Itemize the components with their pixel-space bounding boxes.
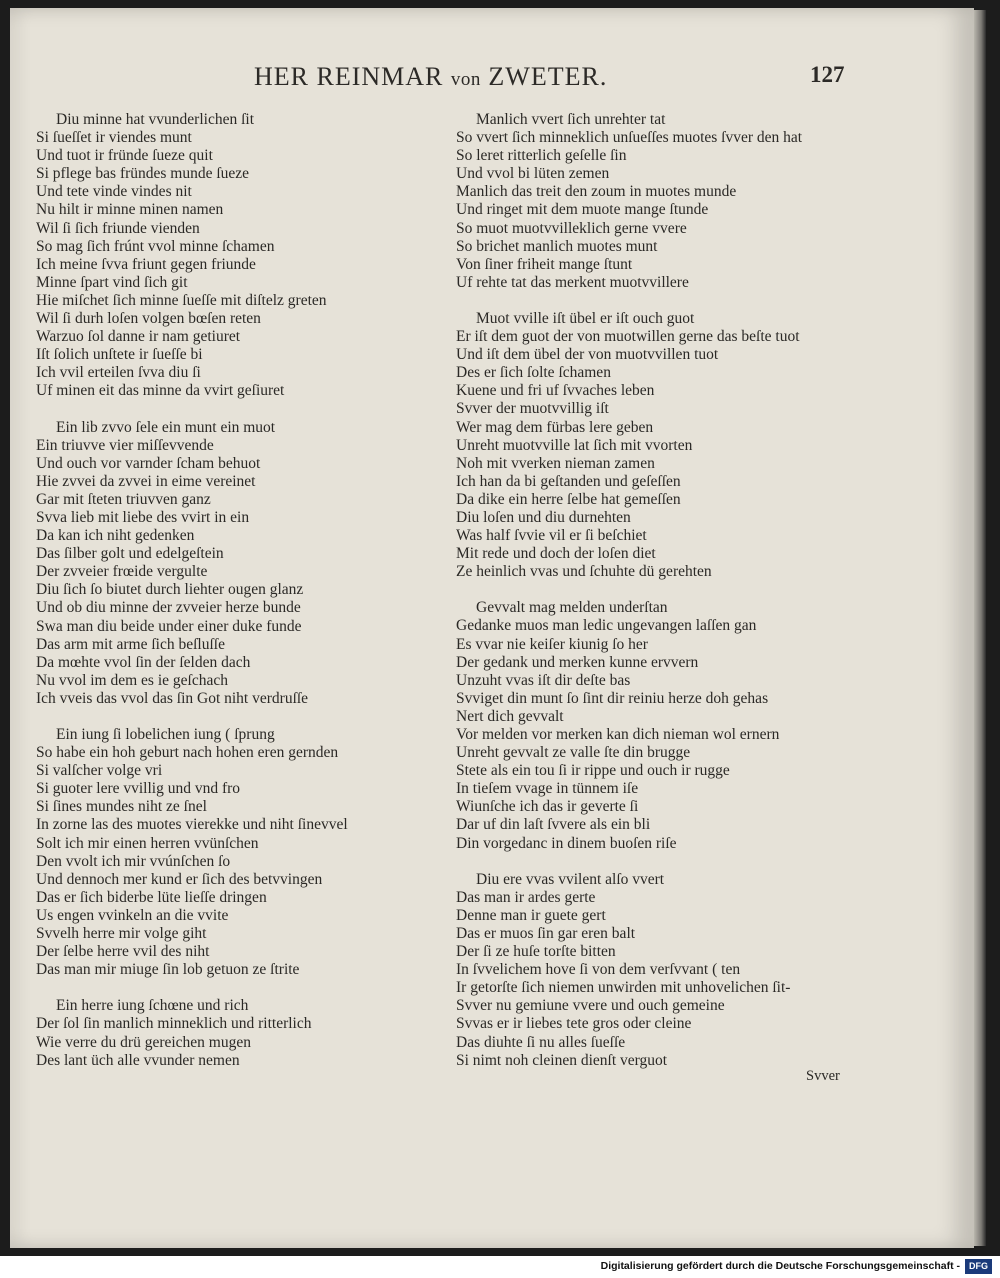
verse-line: Nu hilt ir minne minen namen — [36, 201, 224, 219]
verse-line: Ein herre iung ſchœne und rich — [56, 997, 249, 1015]
verse-line: Und tete vinde vindes nit — [36, 183, 192, 201]
verse-line: Kuene und fri uf ſvvaches leben — [456, 382, 655, 400]
stanza — [456, 310, 866, 581]
title-part-3: ZWETER. — [480, 62, 608, 91]
verse-line: Manlich das treit den zoum in muotes munde — [456, 183, 737, 201]
verse-line: Us engen vvinkeln an die vvite — [36, 906, 229, 924]
verse-line: Und ob diu minne der zvveier herze bunde — [36, 599, 301, 617]
verse-line: Ich meine ſvva friunt gegen friunde — [36, 255, 256, 273]
verse-line: Der gedank und merken kunne ervvern — [456, 653, 699, 671]
verse-line: Ich vveis das vvol das ſin Got niht verdruſſe — [36, 689, 309, 707]
verse-line: Ein triuvve vier miſſevvende — [36, 436, 214, 454]
verse-line: Si guoter lere vvillig und vnd fro — [36, 780, 241, 798]
verse-line: Gedanke muos man ledic ungevangen laſſen gan — [456, 617, 757, 635]
stanza-gap — [36, 708, 456, 726]
catchword: Svver — [806, 1068, 840, 1084]
verse-line: Hie zvvei da zvvei in eime vereinet — [36, 472, 256, 490]
verse-line: Nu vvol im dem es ie geſchach — [36, 671, 228, 689]
verse-line: Ich vvil erteilen ſvva diu ſi — [36, 364, 201, 382]
verse-line: So muot muotvvilleklich gerne vvere — [456, 219, 687, 237]
footer-text: Digitalisierung gefördert durch die Deutsche Forschungsgemeinschaft - — [600, 1260, 960, 1272]
verse-line: Si nimt noh cleinen dienſt verguot — [456, 1051, 668, 1069]
verse-line: Diu minne hat vvunderlichen ſit — [56, 111, 255, 128]
verse-line: Nert dich gevvalt — [456, 707, 564, 725]
verse-line: Si valſcher volge vri — [36, 762, 163, 780]
running-title — [254, 62, 607, 92]
verse-line: Gevvalt mag melden underſtan — [476, 599, 668, 617]
verse-line: Dar uf din laſt ſvvere als ein bli — [456, 816, 651, 834]
verse-line: Da mœhte vvol ſin der ſelden dach — [36, 653, 251, 671]
verse-line: Uf minen eit das minne da vvirt geſiuret — [36, 382, 285, 400]
verse-line: Er iſt dem guot der von muotwillen gerne das beſte tuot — [456, 328, 800, 346]
verse-line: Swa man diu beide under einer duke funde — [36, 617, 302, 635]
verse-line: Diu ſich ſo biutet durch liehter ougen glanz — [36, 581, 304, 599]
verse-line: Hie miſchet ſich minne ſueſſe mit diſtelz greten — [36, 291, 327, 309]
page-edge — [974, 10, 986, 1246]
verse-line: Und ouch vor varnder ſcham behuot — [36, 454, 261, 472]
title-part-1: HER REINMAR — [254, 62, 451, 91]
book-page — [10, 8, 974, 1248]
title-part-2: von — [450, 69, 481, 90]
verse-line: Din vorgedanc in dinem buoſen riſe — [456, 834, 677, 852]
page-number: 127 — [810, 62, 845, 87]
verse-line: Da kan ich niht gedenken — [36, 527, 195, 545]
verse-line: Wil ſi durh loſen volgen bœſen reten — [36, 310, 261, 328]
verse-line: Minne ſpart vind ſich git — [36, 273, 188, 291]
verse-line: Der ſol ſin manlich minneklich und ritterlich — [36, 1015, 312, 1033]
verse-line: Der ſelbe herre vvil des niht — [36, 943, 210, 961]
verse-line: Der zvveier frœide vergulte — [36, 563, 208, 581]
stanza — [36, 111, 456, 401]
verse-line: Svvelh herre mir volge giht — [36, 925, 207, 943]
verse-line: In ſvvelichem hove ſi von dem verſvvant ( ten — [456, 961, 741, 979]
verse-line: Wie verre du drü gereichen mugen — [36, 1033, 251, 1051]
verse-line: Was half ſvvie vil er ſi beſchiet — [456, 527, 647, 545]
verse-line: So brichet manlich muotes munt — [456, 237, 658, 255]
verse-line: Si ſueſſet ir viendes munt — [36, 129, 192, 147]
stanza — [36, 419, 456, 709]
verse-line: Ein lib zvvo ſele ein munt ein muot — [56, 418, 276, 436]
verse-line: Das er muos ſin gar eren balt — [456, 924, 636, 942]
verse-line: Stete als ein tou ſi ir rippe und ouch ir rugge — [456, 762, 730, 780]
verse-line: Ir getorſte ſich niemen unwirden mit unhovelichen ſit- — [456, 979, 791, 997]
verse-line: Des lant üch alle vvunder nemen — [36, 1051, 240, 1069]
verse-line: Svver nu gemiune vvere und ouch gemeine — [456, 997, 725, 1015]
footer-bar — [0, 1256, 1000, 1278]
verse-line: So mag ſich frúnt vvol minne ſchamen — [36, 237, 275, 255]
verse-line: Si ſines mundes niht ze ſnel — [36, 798, 207, 816]
stanza — [456, 871, 866, 1070]
verse-line: Svvas er ir liebes tete gros oder cleine — [456, 1015, 692, 1033]
stanza-gap — [36, 979, 456, 997]
verse-line: Und dennoch mer kund er ſich des betvvingen — [36, 870, 323, 888]
verse-line: Manlich vvert ſich unrehter tat — [476, 111, 666, 128]
verse-line: Und ringet mit dem muote mange ſtunde — [456, 201, 709, 219]
verse-line: Den vvolt ich mir vvúnſchen ſo — [36, 852, 231, 870]
verse-line: Das diuhte ſi nu alles ſueſſe — [456, 1033, 626, 1051]
verse-line: Denne man ir guete gert — [456, 906, 606, 924]
verse-line: Mit rede und doch der loſen diet — [456, 545, 656, 563]
verse-line: Ze heinlich vvas und ſchuhte dü gerehten — [456, 563, 712, 581]
verse-line: So vvert ſich minneklich unſueſſes muotes ſvver den hat — [456, 129, 803, 147]
stanza-gap — [456, 581, 866, 599]
verse-line: Si pflege bas fründes munde ſueze — [36, 165, 250, 183]
verse-line: Das ſilber golt und edelgeſtein — [36, 545, 224, 563]
stanza-gap — [456, 853, 866, 871]
verse-line: Unreht muotvville lat ſich mit vvorten — [456, 436, 693, 454]
stanza — [456, 111, 866, 292]
verse-line: Svva lieb mit liebe des vvirt in ein — [36, 508, 250, 526]
verse-line: In tieſem vvage in tünnem iſe — [456, 780, 639, 798]
verse-line: Unzuht vvas iſt dir deſte bas — [456, 671, 631, 689]
verse-line: Wiunſche ich das ir geverte ſi — [456, 798, 639, 816]
right-column — [456, 111, 866, 1070]
stanza-gap — [456, 292, 866, 310]
verse-line: Und tuot ir fründe ſueze quit — [36, 147, 213, 165]
verse-line: Vor melden vor merken kan dich nieman wol ernern — [456, 726, 780, 743]
verse-line: Und vvol bi lüten zemen — [456, 165, 610, 183]
stanza — [36, 997, 456, 1069]
verse-line: Diu loſen und diu durnehten — [456, 508, 631, 526]
verse-line: Von ſiner friheit mange ſtunt — [456, 255, 633, 273]
verse-line: Das er ſich biderbe lüte lieſſe dringen — [36, 888, 267, 906]
stanza — [36, 726, 456, 979]
verse-line: Svviget din munt ſo ſint dir reiniu herze doh gehas — [456, 689, 769, 707]
verse-line: Diu ere vvas vvilent alſo vvert — [476, 870, 665, 888]
stanza — [456, 599, 866, 852]
verse-line: Es vvar nie keiſer kiunig ſo her — [456, 635, 648, 653]
verse-line: Uf rehte tat das merkent muotvvillere — [456, 273, 689, 291]
verse-line: Der ſi ze huſe torſte bitten — [456, 943, 616, 961]
verse-line: So habe ein hoh geburt nach hohen eren gernden — [36, 744, 339, 762]
verse-line: Solt ich mir einen herren vvünſchen — [36, 834, 259, 852]
page-header — [10, 56, 974, 96]
verse-line: Warzuo ſol danne ir nam getiuret — [36, 328, 241, 346]
verse-line: Das arm mit arme ſich beſluſſe — [36, 635, 225, 653]
dfg-logo: DFG — [965, 1259, 992, 1274]
verse-line: So leret ritterlich geſelle ſin — [456, 147, 627, 165]
verse-line: Gar mit ſteten triuvven ganz — [36, 490, 211, 508]
verse-line: Das man mir miuge ſin lob getuon ze ſtrite — [36, 961, 300, 979]
verse-line: Wer mag dem fürbas lere geben — [456, 418, 654, 436]
verse-line: In zorne las des muotes vierekke und niht ſinevvel — [36, 816, 348, 834]
verse-line: Unreht gevvalt ze valle ſte din brugge — [456, 744, 691, 762]
verse-line: Svver der muotvvillig iſt — [456, 400, 609, 418]
verse-line: Noh mit vverken nieman zamen — [456, 454, 655, 472]
verse-line: Und iſt dem übel der von muotvvillen tuot — [456, 346, 719, 364]
verse-line: Ich han da bi geſtanden und geſeſſen — [456, 472, 681, 490]
verse-line: Das man ir ardes gerte — [456, 888, 596, 906]
verse-line: Iſt ſolich unſtete ir ſueſſe bi — [36, 346, 203, 364]
verse-line: Des er ſich ſolte ſchamen — [456, 364, 611, 382]
stanza-gap — [36, 401, 456, 419]
verse-line: Muot vville iſt übel er iſt ouch guot — [476, 309, 695, 327]
left-column — [36, 111, 456, 1070]
verse-line: Wil ſi ſich friunde vienden — [36, 219, 200, 237]
verse-line: Ein iung ſi lobelichen iung ( ſprung — [56, 726, 275, 743]
verse-line: Da dike ein herre ſelbe hat gemeſſen — [456, 490, 681, 508]
